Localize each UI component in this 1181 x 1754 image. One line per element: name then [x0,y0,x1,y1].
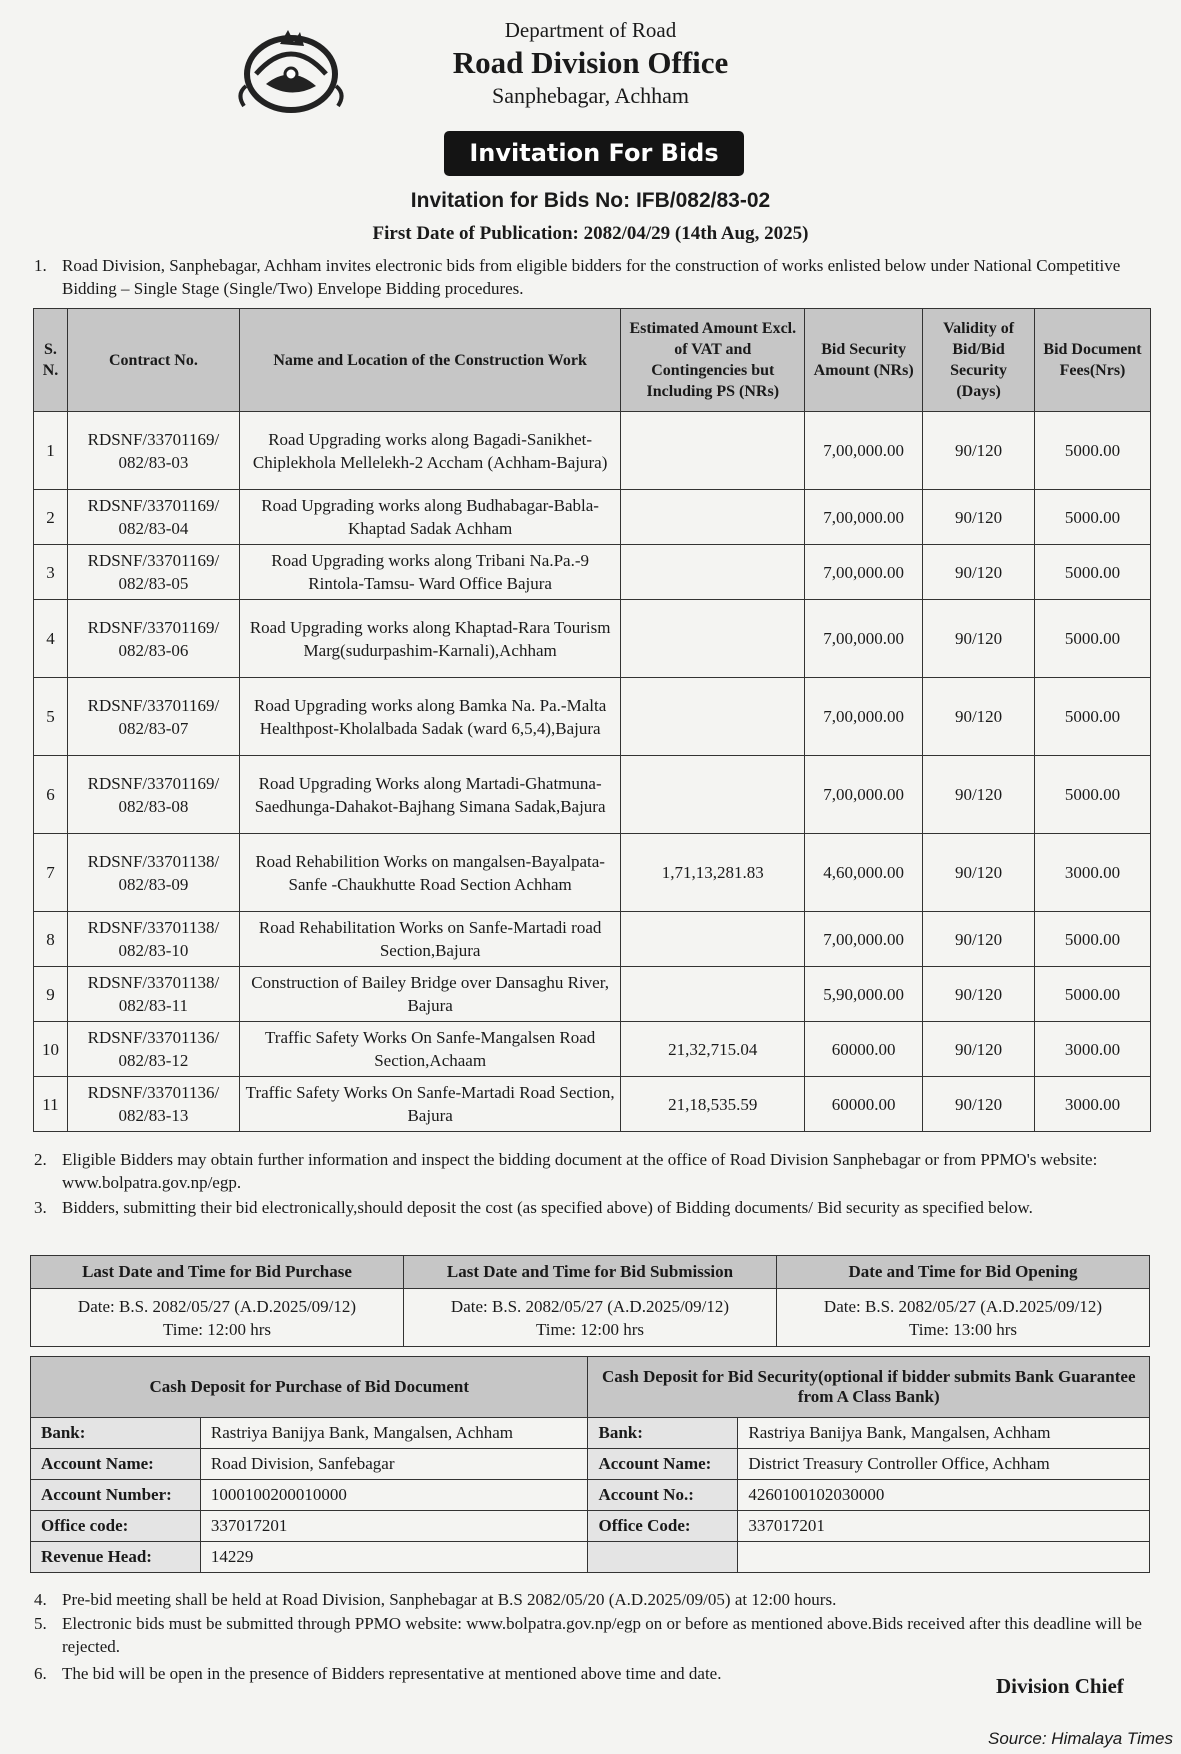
cell-validity: 90/120 [923,912,1035,967]
cell-security: 7,00,000.00 [805,412,923,490]
cash-label: Account Number: [31,1480,201,1511]
cell-estimate: 21,18,535.59 [621,1077,805,1132]
bid-opening-cell [777,1289,1150,1347]
col-validity: Validity of Bid/Bid Security (Days) [923,309,1035,412]
cell-work-name: Road Upgrading works along Bamka Na. Pa.-Malta Healthpost-Kholalbada Sadak (ward 6,5,4),Bajura [239,678,620,756]
ifb-number: Invitation for Bids No: IFB/082/83-02 [410,189,771,212]
clause-text: Bidders, submitting their bid electronically,should deposit the cost (as specified above) of Bidding documents/ Bid security as specified below. [62,1198,1033,1217]
cell-validity: 90/120 [923,545,1035,600]
clause-4 [34,1588,1154,1611]
cash-label: Office Code: [588,1511,738,1542]
cash-value: District Treasury Controller Office, Achham [738,1449,1150,1480]
cell-security: 60000.00 [805,1077,923,1132]
cell-work-name: Traffic Safety Works On Sanfe-Mangalsen Road Section,Achaam [239,1022,620,1077]
cell-validity: 90/120 [923,1077,1035,1132]
cell-work-name: Road Upgrading works along Khaptad-Rara Tourism Marg(sudurpashim-Karnali),Achham [239,600,620,678]
cell-sn: 9 [34,967,68,1022]
cell-estimate [621,545,805,600]
cell-sn: 7 [34,834,68,912]
table-header-row [34,309,1151,412]
table-row [34,678,1151,756]
bid-document-deposit-title: Cash Deposit for Purchase of Bid Document [31,1357,588,1418]
cell-fee: 5000.00 [1035,545,1151,600]
cell-work-name: Traffic Safety Works On Sanfe-Martadi Road Section, Bajura [239,1077,620,1132]
cell-contract: RDSNF/33701138/ 082/83-09 [67,834,239,912]
clause-number: 3. [34,1198,47,1217]
cell-work-name: Road Upgrading works along Tribani Na.Pa.-9 Rintola-Tamsu- Ward Office Bajura [239,545,620,600]
cell-estimate [621,967,805,1022]
cash-row [31,1449,1150,1480]
cell-fee: 5000.00 [1035,756,1151,834]
department-name: Department of Road [504,18,677,42]
cell-fee: 3000.00 [1035,1077,1151,1132]
cell-fee: 5000.00 [1035,967,1151,1022]
cell-estimate [621,678,805,756]
clause-1 [34,254,1154,300]
clause-text: Eligible Bidders may obtain further information and inspect the bidding document at the office of Road Division Sanphebagar or from PPMO's website: www.bolpatra.gov.np/egp. [62,1150,1098,1192]
cell-validity: 90/120 [923,756,1035,834]
table-row [34,1077,1151,1132]
bid-purchase-time: Time: 12:00 hrs [162,1319,271,1339]
cell-work-name: Road Rehabilitation Works on Sanfe-Martadi road Section,Bajura [239,912,620,967]
table-row [34,490,1151,545]
cash-row [31,1480,1150,1511]
cash-label [588,1542,738,1573]
cash-row [31,1418,1150,1449]
col-security: Bid Security Amount (NRs) [805,309,923,412]
cell-security: 7,00,000.00 [805,678,923,756]
cash-deposit-table [30,1356,1150,1573]
clause-2 [34,1148,1154,1194]
cell-sn: 1 [34,412,68,490]
cash-label: Account Name: [588,1449,738,1480]
source-credit: Source: Himalaya Times [988,1729,1174,1748]
bid-opening-time: Time: 13:00 hrs [908,1319,1017,1339]
clause-number: 2. [34,1150,47,1169]
dates-table [30,1255,1150,1347]
clause-6 [34,1662,974,1685]
clause-text: Electronic bids must be submitted through PPMO website: www.bolpatra.gov.np/egp on or before as mentioned above.Bids received after this deadline will be rejected. [62,1614,1142,1656]
cell-security: 7,00,000.00 [805,545,923,600]
bid-opening-header: Date and Time for Bid Opening [777,1256,1150,1289]
cash-label: Account Name: [31,1449,201,1480]
cell-fee: 5000.00 [1035,678,1151,756]
cell-fee: 3000.00 [1035,834,1151,912]
cell-contract: RDSNF/33701169/ 082/83-03 [67,412,239,490]
bid-table [33,308,1151,1132]
cash-value [738,1542,1150,1573]
table-row [34,912,1151,967]
clause-5 [34,1612,1154,1658]
bid-purchase-date: Date: B.S. 2082/05/27 (A.D.2025/09/12) [77,1296,357,1316]
cell-security: 7,00,000.00 [805,912,923,967]
bid-submission-date: Date: B.S. 2082/05/27 (A.D.2025/09/12) [450,1296,730,1316]
cell-sn: 10 [34,1022,68,1077]
cash-value: Road Division, Sanfebagar [200,1449,588,1480]
cell-estimate: 21,32,715.04 [621,1022,805,1077]
table-row [34,1022,1151,1077]
cell-security: 7,00,000.00 [805,490,923,545]
ifb-banner: Invitation For Bids [444,131,744,176]
clause-number: 1. [34,256,47,275]
cell-validity: 90/120 [923,834,1035,912]
cash-row [31,1511,1150,1542]
cell-work-name: Road Upgrading Works along Martadi-Ghatmuna-Saedhunga-Dahakot-Bajhang Simana Sadak,Bajura [239,756,620,834]
cell-estimate [621,912,805,967]
clause-3 [34,1196,1154,1219]
cell-contract: RDSNF/33701136/ 082/83-13 [67,1077,239,1132]
col-estimate: Estimated Amount Excl. of VAT and Contingencies but Including PS (NRs) [621,309,805,412]
cash-value: 337017201 [738,1511,1150,1542]
table-row [34,600,1151,678]
bid-security-deposit-title: Cash Deposit for Bid Security(optional if bidder submits Bank Guarantee from A Class Bank) [588,1357,1150,1418]
table-row [34,967,1151,1022]
col-work-name: Name and Location of the Construction Work [239,309,620,412]
cash-value: 1000100200010000 [200,1480,588,1511]
table-row [34,834,1151,912]
cash-value: Rastriya Banijya Bank, Mangalsen, Achham [200,1418,588,1449]
cell-contract: RDSNF/33701136/ 082/83-12 [67,1022,239,1077]
cell-sn: 11 [34,1077,68,1132]
bid-submission-time: Time: 12:00 hrs [535,1319,644,1339]
dates-value-row [31,1289,1150,1347]
cell-sn: 6 [34,756,68,834]
cell-estimate [621,600,805,678]
cell-contract: RDSNF/33701169/ 082/83-07 [67,678,239,756]
cell-validity: 90/120 [923,490,1035,545]
cell-sn: 4 [34,600,68,678]
cash-label: Revenue Head: [31,1542,201,1573]
cell-estimate [621,490,805,545]
cell-fee: 5000.00 [1035,490,1151,545]
bid-submission-header: Last Date and Time for Bid Submission [404,1256,777,1289]
bid-purchase-cell [31,1289,404,1347]
cash-label: Bank: [31,1418,201,1449]
table-row [34,545,1151,600]
header [0,14,1181,109]
cash-value: 14229 [200,1542,588,1573]
cell-work-name: Road Upgrading works along Bagadi-Sanikhet-Chiplekhola Mellelekh-2 Accham (Achham-Bajura) [239,412,620,490]
cash-value: 337017201 [200,1511,588,1542]
cash-label: Account No.: [588,1480,738,1511]
cash-value: Rastriya Banijya Bank, Mangalsen, Achham [738,1418,1150,1449]
clause-number: 4. [34,1590,47,1609]
cell-contract: RDSNF/33701169/ 082/83-08 [67,756,239,834]
table-row [34,412,1151,490]
cell-fee: 3000.00 [1035,1022,1151,1077]
cell-estimate: 1,71,13,281.83 [621,834,805,912]
col-fee: Bid Document Fees(Nrs) [1035,309,1151,412]
bid-purchase-header: Last Date and Time for Bid Purchase [31,1256,404,1289]
cell-validity: 90/120 [923,1022,1035,1077]
cell-sn: 5 [34,678,68,756]
cash-label: Bank: [588,1418,738,1449]
cell-fee: 5000.00 [1035,412,1151,490]
table-row [34,756,1151,834]
cell-fee: 5000.00 [1035,912,1151,967]
clause-number: 5. [34,1614,47,1633]
cell-contract: RDSNF/33701169/ 082/83-05 [67,545,239,600]
cell-validity: 90/120 [923,967,1035,1022]
cash-label: Office code: [31,1511,201,1542]
cell-contract: RDSNF/33701138/ 082/83-11 [67,967,239,1022]
cell-work-name: Construction of Bailey Bridge over Dansaghu River, Bajura [239,967,620,1022]
cell-validity: 90/120 [923,678,1035,756]
cell-security: 5,90,000.00 [805,967,923,1022]
col-contract: Contract No. [67,309,239,412]
cell-validity: 90/120 [923,412,1035,490]
cell-validity: 90/120 [923,600,1035,678]
cell-sn: 3 [34,545,68,600]
cell-sn: 2 [34,490,68,545]
office-location: Sanphebagar, Achham [491,83,690,108]
cell-security: 4,60,000.00 [805,834,923,912]
publication-date: First Date of Publication: 2082/04/29 (14th Aug, 2025) [372,223,809,244]
cell-work-name: Road Rehabilition Works on mangalsen-Bayalpata-Sanfe -Chaukhutte Road Section Achham [239,834,620,912]
cell-fee: 5000.00 [1035,600,1151,678]
cash-header-row [31,1357,1150,1418]
cell-security: 7,00,000.00 [805,756,923,834]
dates-header-row [31,1256,1150,1289]
cell-work-name: Road Upgrading works along Budhabagar-Babla-Khaptad Sadak Achham [239,490,620,545]
clause-text: Pre-bid meeting shall be held at Road Division, Sanphebagar at B.S 2082/05/20 (A.D.2025/09/05) at 12:00 hours. [62,1590,837,1609]
cell-estimate [621,412,805,490]
cell-sn: 8 [34,912,68,967]
clause-text: Road Division, Sanphebagar, Achham invites electronic bids from eligible bidders for the construction of works enlisted below under National Competitive Bidding – Single Stage (Single/Two) Envelope Bidding procedures. [62,256,1121,298]
cell-security: 7,00,000.00 [805,600,923,678]
cash-row [31,1542,1150,1573]
signatory: Division Chief [996,1674,1124,1698]
cell-estimate [621,756,805,834]
clause-text: The bid will be open in the presence of Bidders representative at mentioned above time and date. [62,1664,722,1683]
bid-submission-cell [404,1289,777,1347]
cell-contract: RDSNF/33701169/ 082/83-06 [67,600,239,678]
bid-opening-date: Date: B.S. 2082/05/27 (A.D.2025/09/12) [823,1296,1103,1316]
cash-value: 4260100102030000 [738,1480,1150,1511]
clause-number: 6. [34,1664,47,1683]
office-name: Road Division Office [452,45,729,80]
cell-security: 60000.00 [805,1022,923,1077]
col-sn: S. N. [34,309,68,412]
cell-contract: RDSNF/33701169/ 082/83-04 [67,490,239,545]
cell-contract: RDSNF/33701138/ 082/83-10 [67,912,239,967]
